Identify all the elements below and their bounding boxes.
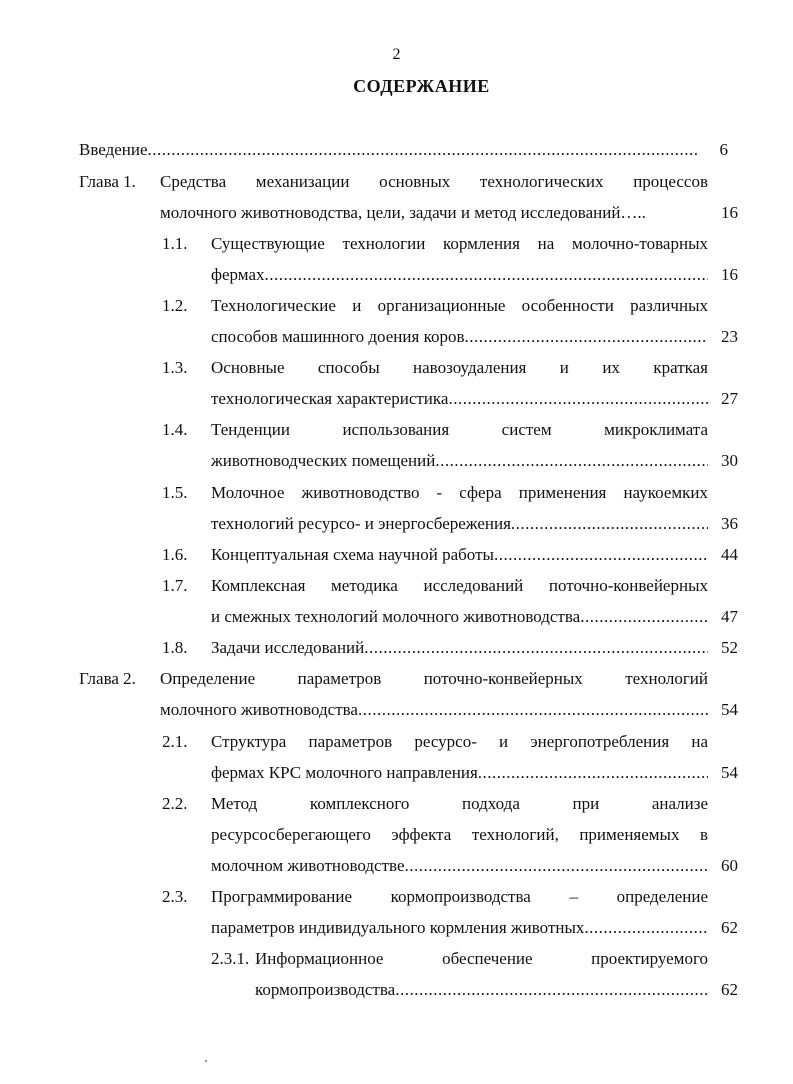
toc-page-number: 52 xyxy=(721,638,738,657)
toc-entry-1-8 xyxy=(211,636,738,660)
section-number: 1.6. xyxy=(162,545,188,564)
toc-entry-text: технологическая характеристика xyxy=(211,389,449,408)
toc-entry-text: Комплексная методика исследований поточно-конвейерных xyxy=(211,576,708,595)
toc-page-number: 47 xyxy=(721,607,738,626)
toc-entry-text: животноводческих помещений xyxy=(211,451,436,470)
toc-entry-text: молочного животноводства xyxy=(160,700,358,719)
leader-dots xyxy=(448,387,708,411)
toc-entry-text: способов машинного доения коров xyxy=(211,327,465,346)
toc-entry-text: Задачи исследований xyxy=(211,638,365,657)
toc-entry-intro xyxy=(79,138,728,162)
toc-entry-text: параметров индивидуального кормления животных xyxy=(211,918,585,937)
toc-entry-label: Введение xyxy=(79,140,148,159)
toc-page-number: 30 xyxy=(721,451,738,470)
toc-entry-text: Тенденции использования систем микроклимата xyxy=(211,420,708,439)
leader-dots xyxy=(148,138,698,162)
leader-dots xyxy=(580,605,708,629)
toc-entry-2-3-1 xyxy=(255,978,738,1002)
leader-dots xyxy=(584,916,708,940)
toc-page-number: 62 xyxy=(721,918,738,937)
toc-entry-chapter1 xyxy=(160,201,738,225)
toc-page-number: 44 xyxy=(721,545,738,564)
page-number: 2 xyxy=(392,46,401,63)
toc-entry-text: Программирование кормопроизводства – определение xyxy=(211,887,708,906)
toc-entry-text: фермах КРС молочного направления xyxy=(211,763,478,782)
toc-entry-2-3 xyxy=(211,916,738,940)
toc-page-number: 16 xyxy=(721,203,738,222)
section-number: 1.2. xyxy=(162,296,188,315)
scan-speck xyxy=(205,1060,207,1062)
toc-entry-text: ресурсосберегающего эффекта технологий, применяемых в xyxy=(211,825,708,844)
section-number: 1.7. xyxy=(162,576,188,595)
toc-entry-text: Структура параметров ресурсо- и энергопотребления на xyxy=(211,732,708,751)
leader-dots xyxy=(478,761,708,785)
leader-dots xyxy=(511,512,708,536)
toc-entry-text: молочного животноводства, цели, задачи и метод исследований….. xyxy=(160,203,646,222)
leader-dots xyxy=(465,325,709,349)
toc-entry-text: и смежных технологий молочного животноводства xyxy=(211,607,581,626)
leader-dots xyxy=(435,449,708,473)
toc-page-number: 54 xyxy=(721,763,738,782)
leader-dots xyxy=(494,543,708,567)
toc-entry-1-2 xyxy=(211,325,738,349)
leader-dots xyxy=(395,978,708,1002)
section-number: 2.3.1. xyxy=(211,949,250,968)
chapter-label: Глава 2. xyxy=(79,669,136,688)
toc-entry-text: Определение параметров поточно-конвейерных технологий xyxy=(160,669,708,688)
leader-dots xyxy=(358,698,708,722)
toc-page-number: 62 xyxy=(721,980,738,999)
toc-entry-1-3 xyxy=(211,387,738,411)
toc-page-number: 6 xyxy=(719,140,728,159)
section-number: 2.1. xyxy=(162,732,188,751)
toc-entry-text: Метод комплексного подхода при анализе xyxy=(211,794,708,813)
section-number: 2.2. xyxy=(162,794,188,813)
section-number: 1.1. xyxy=(162,234,188,253)
toc-entry-text: Концептуальная схема научной работы xyxy=(211,545,494,564)
toc-page-number: 60 xyxy=(721,856,738,875)
toc-entry-2-2 xyxy=(211,854,738,878)
toc-entry-1-4 xyxy=(211,449,738,473)
toc-entry-2-1 xyxy=(211,761,738,785)
toc-entry-text: технологий ресурсо- и энергосбережения xyxy=(211,514,511,533)
toc-entry-chapter2 xyxy=(160,698,738,722)
toc-entry-text: кормопроизводства xyxy=(255,980,396,999)
section-number: 1.8. xyxy=(162,638,188,657)
toc-page-number: 36 xyxy=(721,514,738,533)
section-number: 1.4. xyxy=(162,420,188,439)
toc-page-number: 54 xyxy=(721,700,738,719)
toc-page-number: 23 xyxy=(721,327,738,346)
leader-dots xyxy=(265,263,709,287)
leader-dots xyxy=(404,854,708,878)
leader-dots xyxy=(364,636,708,660)
chapter-label: Глава 1. xyxy=(79,172,136,191)
page-title: СОДЕРЖАНИЕ xyxy=(353,76,490,96)
section-number: 1.3. xyxy=(162,358,188,377)
section-number: 2.3. xyxy=(162,887,188,906)
toc-entry-1-1 xyxy=(211,263,738,287)
section-number: 1.5. xyxy=(162,483,188,502)
toc-entry-text: Основные способы навозоудаления и их краткая xyxy=(211,358,708,377)
toc-entry-text: Информационное обеспечение проектируемого xyxy=(255,949,708,968)
toc-page-number: 16 xyxy=(721,265,738,284)
toc-entry-1-7 xyxy=(211,605,738,629)
toc-entry-text: Существующие технологии кормления на молочно-товарных xyxy=(211,234,708,253)
toc-entry-text: Молочное животноводство - сфера применения наукоемких xyxy=(211,483,708,502)
toc-entry-text: фермах xyxy=(211,265,265,284)
toc-page-number: 27 xyxy=(721,389,738,408)
toc-entry-1-6 xyxy=(211,543,738,567)
toc-entry-text: Технологические и организационные особенности различных xyxy=(211,296,708,315)
toc-entry-1-5 xyxy=(211,512,738,536)
toc-entry-text: молочном животноводстве xyxy=(211,856,405,875)
toc-entry-text: Средства механизации основных технологических процессов xyxy=(160,172,708,191)
